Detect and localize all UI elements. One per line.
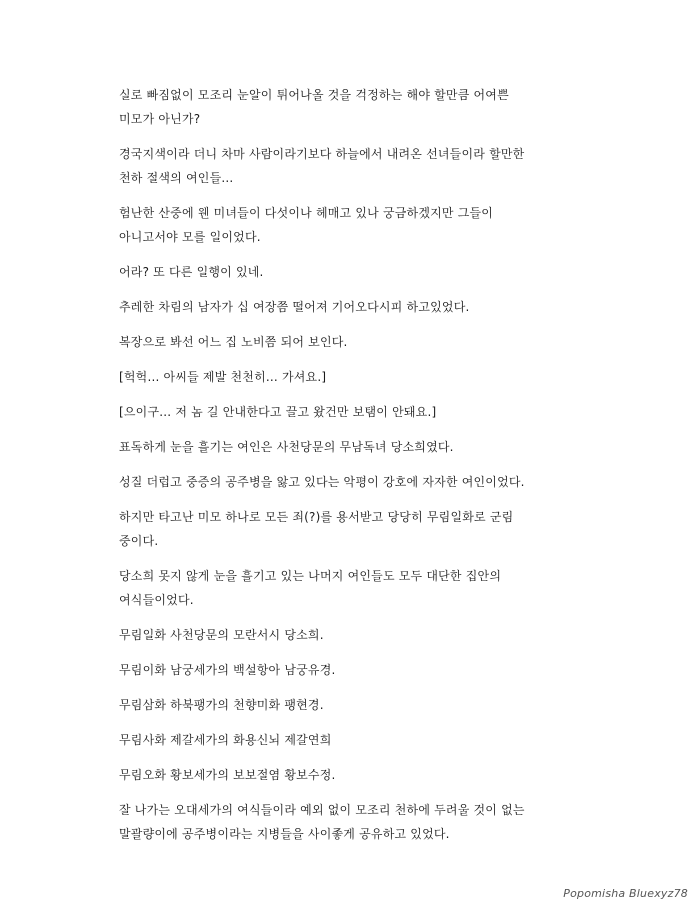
paragraph-7: [헉헉... 아씨들 제발 천천히... 가셔요.]: [119, 370, 327, 384]
paragraph-14: 무림이화 남궁세가의 백설항아 남궁유경.: [119, 663, 336, 677]
paragraph-18: 잘 나가는 오대세가의 여식들이라 예외 없이 모조리 천하에 두려울 것이 없는 말괄량이에 공주병이라는 지병들을 사이좋게 공유하고 있었다.: [119, 803, 525, 841]
paragraph-3: 험난한 산중에 웬 미녀들이 다섯이나 헤매고 있나 궁금하겠지만 그들이 아니고서야 모를 일이었다.: [119, 206, 494, 244]
paragraph-13: 무림일화 사천당문의 모란서시 당소희.: [119, 628, 324, 642]
paragraph-5: 추레한 차림의 남자가 십 여장쯤 떨어져 기어오다시피 하고있었다.: [119, 300, 470, 314]
document-body: [119, 83, 579, 857]
paragraph-16: 무림사화 제갈세가의 화용신뇌 제갈연희: [119, 733, 332, 747]
paragraph-11: 하지만 타고난 미모 하나로 모든 죄(?)를 용서받고 당당히 무림일화로 군림 중이다.: [119, 510, 514, 548]
paragraph-9: 표독하게 눈을 흘기는 여인은 사천당문의 무남독녀 당소희였다.: [119, 440, 454, 454]
paragraph-17: 무림오화 황보세가의 보보절염 황보수정.: [119, 768, 336, 782]
paragraph-6: 복장으로 봐선 어느 집 노비쯤 되어 보인다.: [119, 335, 348, 349]
paragraph-8: [으이구... 저 놈 길 안내한다고 끌고 왔건만 보탬이 안돼요.]: [119, 405, 437, 419]
paragraph-15: 무림삼화 하북팽가의 천향미화 팽현경.: [119, 698, 324, 712]
paragraph-4: 어라? 또 다른 일행이 있네.: [119, 265, 264, 279]
watermark: Popomisha Bluexyz78: [563, 887, 688, 900]
paragraph-2: 경국지색이라 더니 차마 사람이라기보다 하늘에서 내려온 선녀들이라 할만한 천하 절색의 여인들...: [119, 147, 525, 185]
paragraph-1: 실로 빠짐없이 모조리 눈알이 튀어나올 것을 걱정하는 해야 할만큼 어여쁜 미모가 아닌가?: [119, 88, 509, 126]
paragraph-12: 당소희 못지 않게 눈을 흘기고 있는 나머지 여인들도 모두 대단한 집안의 여식들이었다.: [119, 569, 502, 607]
paragraph-10: 성질 더럽고 중증의 공주병을 앓고 있다는 악평이 강호에 자자한 여인이었다.: [119, 475, 525, 489]
